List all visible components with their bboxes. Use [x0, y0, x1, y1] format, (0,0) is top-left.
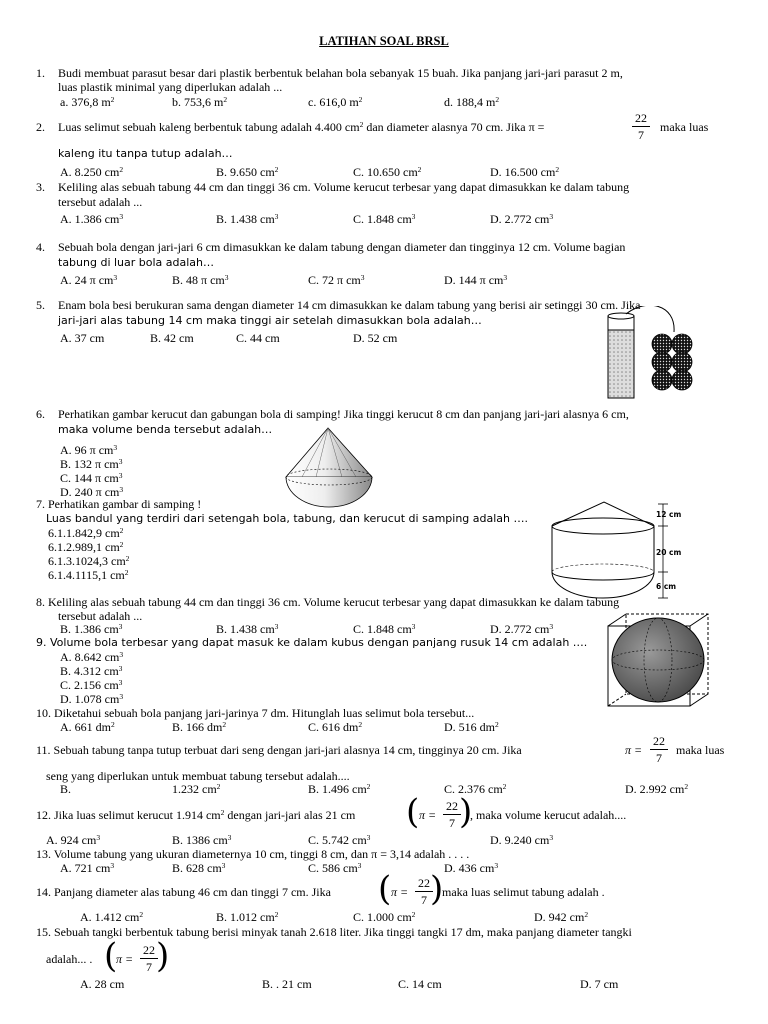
q9-option-b: B. 4.312 $cm^3$: [60, 664, 123, 678]
q14-paren-right: ): [430, 869, 444, 909]
q13-text-line1: 13. Volume tabung yang ukuran diameternya 10 cm, tinggi 8 cm, dan π = 3,14 adalah . . . .: [36, 847, 470, 861]
q6-option-d: D. 240 π $cm^3$: [60, 485, 124, 499]
q10-option-a: A. 661 $dm^2$: [60, 720, 115, 734]
q4-text-line1: Sebuah bola dengan jari-jari 6 cm dimasukkan ke dalam tabung dengan diameter dan tingginya 12 cm. Volume bagian: [58, 240, 626, 254]
q13-option-a: A. 721 $cm^3$: [60, 861, 115, 875]
q12-option-d: D. 9.240 $cm^3$: [490, 833, 554, 847]
q15-paren-right: ): [156, 936, 170, 976]
q7-option-c: 6.1.3.1024,3 $cm^2$: [48, 554, 130, 568]
q15-text-line2: adalah... .: [46, 952, 93, 966]
q9-text-line1: 9. Volume bola terbesar yang dapat masuk ke dalam kubus dengan panjang rusuk 14 cm adalah ….: [36, 636, 588, 649]
q8-option-c: C. 1.848 $cm^3$: [353, 622, 416, 636]
q15-text-line1: 15. Sebuah tangki berbentuk tabung berisi minyak tanah 2.618 liter. Jika tinggi tangki 17 dm, maka panjang diameter tangki: [36, 925, 632, 939]
q4-option-b: B. 48 π $cm^3$: [172, 273, 229, 287]
q11-option-b: B. 1.496 $cm^2$: [308, 782, 371, 796]
q14-option-d: D. 942 $cm^2$: [534, 910, 589, 924]
q10-option-b: B. 166 $dm^2$: [172, 720, 227, 734]
q2-text-line1-end: maka luas: [660, 120, 709, 134]
q14-text-line1-end: maka luas selimut tabung adalah .: [442, 885, 605, 899]
q15-option-d: D. 7 cm: [580, 977, 619, 991]
q15-paren-left: (: [104, 936, 118, 976]
q7-option-b: 6.1.2.989,1 $cm^2$: [48, 540, 124, 554]
q4-text-line2: tabung di luar bola adalah…: [58, 256, 215, 269]
q11-option-a-letter: B.: [60, 782, 72, 796]
cone-hemisphere-figure: [282, 425, 378, 513]
q6-option-c: C. 144 π $cm^3$: [60, 471, 123, 485]
q2-option-d: D. 16.500 $cm^2$: [490, 165, 560, 179]
q10-option-c: C. 616 $dm^2$: [308, 720, 363, 734]
q2-option-c: C. 10.650 $cm^2$: [353, 165, 422, 179]
q8-text-line1: 8. Keliling alas sebuah tabung 44 cm dan tinggi 36 cm. Volume kerucut terbesar yang dapat dimasukkan ke dalam tabung: [36, 595, 620, 609]
page-title: LATIHAN SOAL BRSL: [319, 34, 449, 48]
q15-option-a: A. 28 cm: [80, 977, 125, 991]
q12-option-c: C. 5.742 $cm^3$: [308, 833, 371, 847]
q12-pi: π =: [419, 808, 437, 822]
q3-number: 3.: [36, 180, 45, 194]
q14-fraction: 22 7: [415, 876, 433, 907]
q14-option-a: A. 1.412 $cm^2$: [80, 910, 144, 924]
q4-number: 4.: [36, 240, 45, 254]
q6-text-line2: maka volume benda tersebut adalah…: [58, 423, 273, 436]
q1-number: 1.: [36, 66, 45, 80]
q11-text-line1-end: maka luas: [676, 743, 725, 757]
q12-text-line1-end: , maka volume kerucut adalah....: [470, 808, 627, 822]
q14-option-c: C. 1.000 $cm^2$: [353, 910, 416, 924]
q5-text-line2: jari-jari alas tabung 14 cm maka tinggi air setelah dimasukkan bola adalah…: [58, 314, 482, 327]
q15-pi: π =: [116, 952, 134, 966]
q10-text-line1: 10. Diketahui sebuah bola panjang jari-jarinya 7 dm. Hitunglah luas selimut bola tersebut...: [36, 706, 475, 720]
q6-option-a: A. 96 π $cm^3$: [60, 443, 118, 457]
q4-option-c: C. 72 π $cm^3$: [308, 273, 365, 287]
q1-text-line1: Budi membuat parasut besar dari plastik berbentuk belahan bola sebanyak 15 buah. Jika panjang jari-jari parasut 2 m,: [58, 66, 623, 80]
q12-text-line1: 12. Jika luas selimut kerucut 1.914 $cm^2$ dengan jari-jari alas 21 cm: [36, 808, 356, 822]
q1-option-b: b. 753,6 $m^2$: [172, 95, 228, 109]
q13-option-c: C. 586 $cm^3$: [308, 861, 362, 875]
sphere-in-cube-figure: [604, 612, 716, 708]
q7-option-a: 6.1.1.842,9 $cm^2$: [48, 526, 124, 540]
q11-pi: π =: [625, 743, 643, 757]
q2-text-line2: kaleng itu tanpa tutup adalah…: [58, 147, 233, 160]
q6-option-b: B. 132 π $cm^3$: [60, 457, 123, 471]
q13-option-b: B. 628 $cm^3$: [172, 861, 226, 875]
q7-label-12cm: 12 cm: [656, 510, 682, 519]
q15-option-c: C. 14 cm: [398, 977, 442, 991]
q8-option-d: D. 2.772 $cm^3$: [490, 622, 554, 636]
q7-text-line1: 7. Perhatikan gambar di samping !: [36, 497, 202, 511]
q11-option-c: C. 2.376 $cm^2$: [444, 782, 507, 796]
q12-fraction: 22 7: [443, 799, 461, 830]
q12-paren-right: ): [459, 792, 473, 832]
q7-text-line2: Luas bandul yang terdiri dari setengah bola, tabung, dan kerucut di samping adalah ….: [46, 512, 528, 525]
q7-label-6cm: 6 cm: [656, 582, 677, 591]
q5-option-d: D. 52 cm: [353, 331, 398, 345]
q10-option-d: D. 516 $dm^2$: [444, 720, 499, 734]
q11-option-d: D. 2.992 $cm^2$: [625, 782, 689, 796]
tube-and-balls-figure: [596, 306, 702, 402]
q12-option-b: B. 1386 $cm^3$: [172, 833, 232, 847]
q2-number: 2.: [36, 120, 45, 134]
q8-text-line2: tersebut adalah ...: [58, 609, 143, 623]
q1-option-d: d. 188,4 $m^2$: [444, 95, 500, 109]
q5-text-line1: Enam bola besi berukuran sama dengan diameter 14 cm dimasukkan ke dalam tabung yang berisi air setinggi 30 cm. Jika: [58, 298, 641, 312]
q12-paren-left: (: [406, 792, 420, 832]
q7-option-d: 6.1.4.1115,1 $cm^2$: [48, 568, 129, 582]
q3-text-line1: Keliling alas sebuah tabung 44 cm dan tinggi 36 cm. Volume kerucut terbesar yang dapat dimasukkan ke dalam tabung: [58, 180, 630, 194]
q12-option-a: A. 924 $cm^3$: [46, 833, 101, 847]
q4-option-d: D. 144 π $cm^3$: [444, 273, 508, 287]
q8-option-a: B. 1.386 $cm^3$: [60, 622, 123, 636]
q14-option-b: B. 1.012 $cm^2$: [216, 910, 279, 924]
q13-option-d: D. 436 $cm^3$: [444, 861, 499, 875]
q2-fraction: 22 7: [632, 111, 650, 142]
q3-option-d: D. 2.772 $cm^3$: [490, 212, 554, 226]
q2-option-b: B. 9.650 $cm^2$: [216, 165, 279, 179]
q11-fraction: 22 7: [650, 734, 668, 765]
q2-text-line1: Luas selimut sebuah kaleng berbentuk tabung adalah 4.400 $cm^2$ dan diameter alasnya 70 cm. Jika π =: [58, 120, 545, 134]
q11-text-line2: seng yang diperlukan untuk membuat tabung tersebut adalah....: [46, 769, 350, 783]
q5-number: 5.: [36, 298, 45, 312]
q3-option-b: B. 1.438 $cm^3$: [216, 212, 279, 226]
q1-text-line2: luas plastik minimal yang diperlukan adalah ...: [58, 80, 283, 94]
q9-option-c: C. 2.156 $cm^3$: [60, 678, 123, 692]
q1-option-c: c. 616,0 $m^2$: [308, 95, 363, 109]
q15-option-b: B. . 21 cm: [262, 977, 312, 991]
q5-option-a: A. 37 cm: [60, 331, 105, 345]
q2-option-a: A. 8.250 $cm^2$: [60, 165, 124, 179]
q3-option-a: A. 1.386 $cm^3$: [60, 212, 124, 226]
q7-label-20cm: 20 cm: [656, 548, 682, 557]
q9-option-a: A. 8.642 $cm^3$: [60, 650, 124, 664]
q14-paren-left: (: [378, 869, 392, 909]
q1-option-a: a. 376,8 $m^2$: [60, 95, 115, 109]
q3-option-c: C. 1.848 $cm^3$: [353, 212, 416, 226]
q3-text-line2: tersebut adalah ...: [58, 195, 143, 209]
q5-option-c: C. 44 cm: [236, 331, 280, 345]
q6-text-line1: Perhatikan gambar kerucut dan gabungan bola di samping! Jika tinggi kerucut 8 cm dan panjang jari-jari alasnya 6 cm,: [58, 407, 629, 421]
q11-text-line1: 11. Sebuah tabung tanpa tutup terbuat dari seng dengan jari-jari alasnya 14 cm, tingginya 20 cm. Jika: [36, 743, 522, 757]
q8-option-b: B. 1.438 $cm^3$: [216, 622, 279, 636]
q14-pi: π =: [391, 885, 409, 899]
q15-fraction: 22 7: [140, 943, 158, 974]
q5-option-b: B. 42 cm: [150, 331, 194, 345]
q14-text-line1: 14. Panjang diameter alas tabung 46 cm dan tinggi 7 cm. Jika: [36, 885, 331, 899]
q4-option-a: A. 24 π $cm^3$: [60, 273, 118, 287]
q6-number: 6.: [36, 407, 45, 421]
q11-option-a: 1.232 $cm^2$: [172, 782, 221, 796]
q9-option-d: D. 1.078 $cm^3$: [60, 692, 124, 706]
